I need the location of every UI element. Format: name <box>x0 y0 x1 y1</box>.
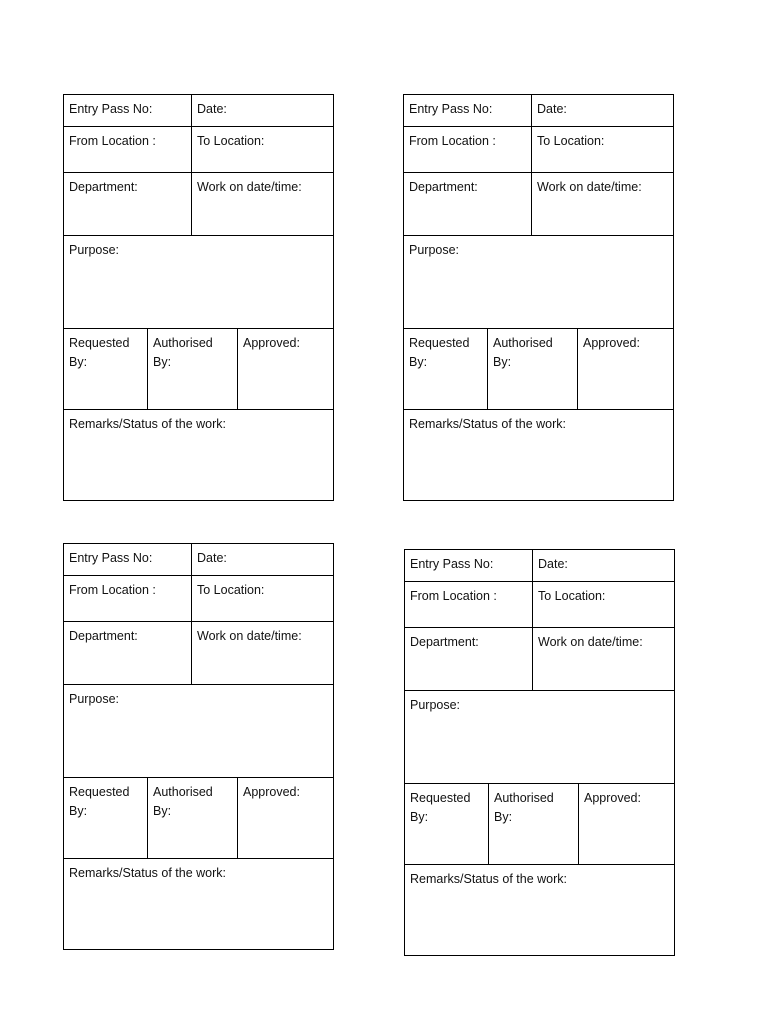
pass-row-purpose <box>64 685 333 778</box>
pass-row-purpose <box>404 236 673 329</box>
from-location-label: From Location : <box>69 134 156 148</box>
approved-label: Approved: <box>243 336 300 350</box>
authorised-by-label-2: By: <box>494 810 513 824</box>
to-location-field <box>192 127 333 172</box>
pass-row-signatures <box>64 778 333 859</box>
pass-row-number-date <box>404 95 673 127</box>
to-location-label: To Location: <box>197 583 265 597</box>
to-location-label: To Location: <box>538 589 606 603</box>
entry-pass-form-1 <box>63 94 334 501</box>
pass-row-department <box>404 173 673 236</box>
pass-row-remarks <box>64 410 333 502</box>
date-field <box>533 550 674 581</box>
work-datetime-field <box>192 173 333 235</box>
requested-by-field <box>64 329 148 409</box>
purpose-field <box>64 685 333 777</box>
approved-label: Approved: <box>583 336 640 350</box>
pass-row-department <box>405 628 674 691</box>
department-field <box>404 173 532 235</box>
entry-pass-no-field <box>405 550 533 581</box>
authorised-by-label-2: By: <box>153 355 172 369</box>
requested-by-field <box>64 778 148 858</box>
pass-row-locations <box>64 127 333 173</box>
entry-pass-no-field <box>64 95 192 126</box>
requested-by-label-2: By: <box>409 355 428 369</box>
from-location-label: From Location : <box>410 589 497 603</box>
from-location-label: From Location : <box>409 134 496 148</box>
requested-by-label: Requested <box>69 336 130 350</box>
from-location-field <box>405 582 533 627</box>
work-datetime-label: Work on date/time: <box>197 180 302 194</box>
requested-by-field <box>404 329 488 409</box>
entry-pass-form-3 <box>63 543 334 950</box>
date-label: Date: <box>538 557 568 571</box>
entry-pass-no-label: Entry Pass No: <box>409 102 493 116</box>
date-field <box>532 95 673 126</box>
to-location-field <box>192 576 333 621</box>
date-field <box>192 544 333 575</box>
date-field <box>192 95 333 126</box>
work-datetime-field <box>532 173 673 235</box>
approved-field <box>238 778 333 858</box>
requested-by-label-2: By: <box>69 355 88 369</box>
pass-row-number-date <box>64 95 333 127</box>
pass-row-locations <box>404 127 673 173</box>
authorised-by-field <box>148 329 238 409</box>
date-label: Date: <box>197 551 227 565</box>
pass-row-remarks <box>405 865 674 957</box>
remarks-field <box>64 859 333 951</box>
purpose-label: Purpose: <box>69 243 120 257</box>
department-label: Department: <box>410 635 479 649</box>
pass-row-department <box>64 173 333 236</box>
pass-row-signatures <box>64 329 333 410</box>
to-location-field <box>532 127 673 172</box>
from-location-label: From Location : <box>69 583 156 597</box>
department-label: Department: <box>69 180 138 194</box>
authorised-by-label-2: By: <box>493 355 512 369</box>
authorised-by-field <box>148 778 238 858</box>
approved-field <box>238 329 333 409</box>
entry-pass-no-label: Entry Pass No: <box>69 102 153 116</box>
purpose-field <box>64 236 333 328</box>
remarks-label: Remarks/Status of the work: <box>409 417 567 431</box>
pass-row-locations <box>405 582 674 628</box>
authorised-by-label: Authorised <box>493 336 553 350</box>
purpose-field <box>405 691 674 783</box>
pass-row-signatures <box>404 329 673 410</box>
authorised-by-label: Authorised <box>153 785 213 799</box>
pass-row-number-date <box>405 550 674 582</box>
from-location-field <box>64 127 192 172</box>
requested-by-label: Requested <box>69 785 130 799</box>
work-datetime-field <box>192 622 333 684</box>
entry-pass-no-label: Entry Pass No: <box>410 557 494 571</box>
work-datetime-label: Work on date/time: <box>197 629 302 643</box>
pass-row-department <box>64 622 333 685</box>
purpose-label: Purpose: <box>69 692 120 706</box>
from-location-field <box>64 576 192 621</box>
department-field <box>405 628 533 690</box>
work-datetime-label: Work on date/time: <box>538 635 643 649</box>
entry-pass-form-4 <box>404 549 675 956</box>
requested-by-field <box>405 784 489 864</box>
authorised-by-label: Authorised <box>153 336 213 350</box>
remarks-field <box>64 410 333 502</box>
entry-pass-form-2 <box>403 94 674 501</box>
requested-by-label: Requested <box>409 336 470 350</box>
department-field <box>64 622 192 684</box>
to-location-field <box>533 582 674 627</box>
requested-by-label-2: By: <box>69 804 88 818</box>
entry-pass-no-field <box>404 95 532 126</box>
authorised-by-field <box>489 784 579 864</box>
remarks-label: Remarks/Status of the work: <box>69 417 227 431</box>
remarks-field <box>405 865 674 957</box>
pass-row-number-date <box>64 544 333 576</box>
pass-row-remarks <box>404 410 673 502</box>
from-location-field <box>404 127 532 172</box>
pass-row-purpose <box>64 236 333 329</box>
remarks-label: Remarks/Status of the work: <box>410 872 568 886</box>
remarks-field <box>404 410 673 502</box>
pass-row-purpose <box>405 691 674 784</box>
to-location-label: To Location: <box>197 134 265 148</box>
work-datetime-field <box>533 628 674 690</box>
department-label: Department: <box>69 629 138 643</box>
purpose-label: Purpose: <box>409 243 460 257</box>
approved-label: Approved: <box>584 791 641 805</box>
authorised-by-label-2: By: <box>153 804 172 818</box>
to-location-label: To Location: <box>537 134 605 148</box>
authorised-by-label: Authorised <box>494 791 554 805</box>
requested-by-label: Requested <box>410 791 471 805</box>
approved-field <box>579 784 674 864</box>
department-label: Department: <box>409 180 478 194</box>
pass-row-remarks <box>64 859 333 951</box>
approved-label: Approved: <box>243 785 300 799</box>
purpose-field <box>404 236 673 328</box>
entry-pass-no-label: Entry Pass No: <box>69 551 153 565</box>
remarks-label: Remarks/Status of the work: <box>69 866 227 880</box>
department-field <box>64 173 192 235</box>
purpose-label: Purpose: <box>410 698 461 712</box>
requested-by-label-2: By: <box>410 810 429 824</box>
authorised-by-field <box>488 329 578 409</box>
entry-pass-no-field <box>64 544 192 575</box>
approved-field <box>578 329 673 409</box>
work-datetime-label: Work on date/time: <box>537 180 642 194</box>
date-label: Date: <box>197 102 227 116</box>
pass-row-locations <box>64 576 333 622</box>
pass-row-signatures <box>405 784 674 865</box>
date-label: Date: <box>537 102 567 116</box>
